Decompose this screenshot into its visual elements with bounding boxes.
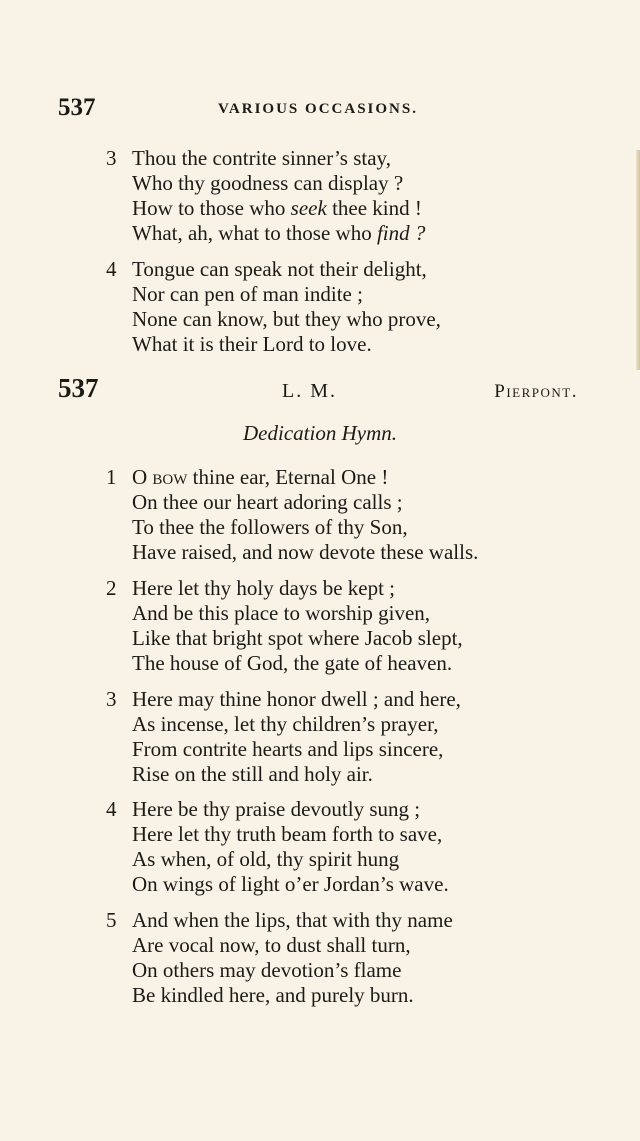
- verse-line: Nor can pen of man indite ;: [132, 282, 363, 306]
- verse-line: What it is their Lord to love.: [132, 332, 372, 356]
- page-header: [58, 94, 578, 124]
- verse-line: Who thy goodness can display ?: [132, 171, 404, 195]
- verse-number: 4: [106, 257, 117, 281]
- verse-line: Have raised, and now devote these walls.: [132, 540, 479, 564]
- verse-line: Here be thy praise devoutly sung ;: [132, 797, 421, 821]
- verse-line: And be this place to worship given,: [132, 601, 431, 625]
- verse-line: Here let thy holy days be kept ;: [132, 576, 396, 600]
- verse-line: And when the lips, that with thy name: [132, 908, 453, 932]
- verse-number: 3: [106, 687, 117, 711]
- verse-line: How to those who seek thee kind !: [132, 196, 422, 220]
- verse-line: Like that bright spot where Jacob slept,: [132, 626, 463, 650]
- verse-line: Rise on the still and holy air.: [132, 762, 373, 786]
- hymn-meter: L. M.: [282, 380, 337, 402]
- verse-line: Tongue can speak not their delight,: [132, 257, 427, 281]
- verse-line: From contrite hearts and lips sincere,: [132, 737, 444, 761]
- verse-line: None can know, but they who prove,: [132, 307, 441, 331]
- page-edge: [636, 150, 640, 370]
- verse-line: On thee our heart adoring calls ;: [132, 490, 403, 514]
- verse-number: 5: [106, 908, 117, 932]
- verse-line: Thou the contrite sinner’s stay,: [132, 146, 391, 170]
- verse-line: What, ah, what to those who find ?: [132, 221, 426, 245]
- verse-line: To thee the followers of thy Son,: [132, 515, 408, 539]
- verse-line: As when, of old, thy spirit hung: [132, 847, 400, 871]
- verse-line: The house of God, the gate of heaven.: [132, 651, 453, 675]
- verse-number: 2: [106, 576, 117, 600]
- verse-number: 4: [106, 797, 117, 821]
- verse-number: 3: [106, 146, 117, 170]
- verse-line: Be kindled here, and purely burn.: [132, 983, 414, 1007]
- verse-line: Are vocal now, to dust shall turn,: [132, 933, 411, 957]
- hymn-author: Pierpont.: [494, 381, 578, 402]
- hymn-number: 537: [58, 373, 99, 403]
- page-number: 537: [58, 94, 96, 121]
- verse-number: 1: [106, 465, 117, 489]
- verse-line: Here let thy truth beam forth to save,: [132, 822, 443, 846]
- verse-line: O bow thine ear, Eternal One !: [132, 465, 389, 489]
- verse-line: Here may thine honor dwell ; and here,: [132, 687, 461, 711]
- verse-line: As incense, let thy children’s prayer,: [132, 712, 439, 736]
- verse-line: On wings of light o’er Jordan’s wave.: [132, 872, 449, 896]
- verse-line: On others may devotion’s flame: [132, 958, 402, 982]
- hymn-heading: [58, 373, 578, 411]
- hymn-title: Dedication Hymn.: [243, 421, 397, 445]
- running-head: VARIOUS OCCASIONS.: [218, 101, 418, 117]
